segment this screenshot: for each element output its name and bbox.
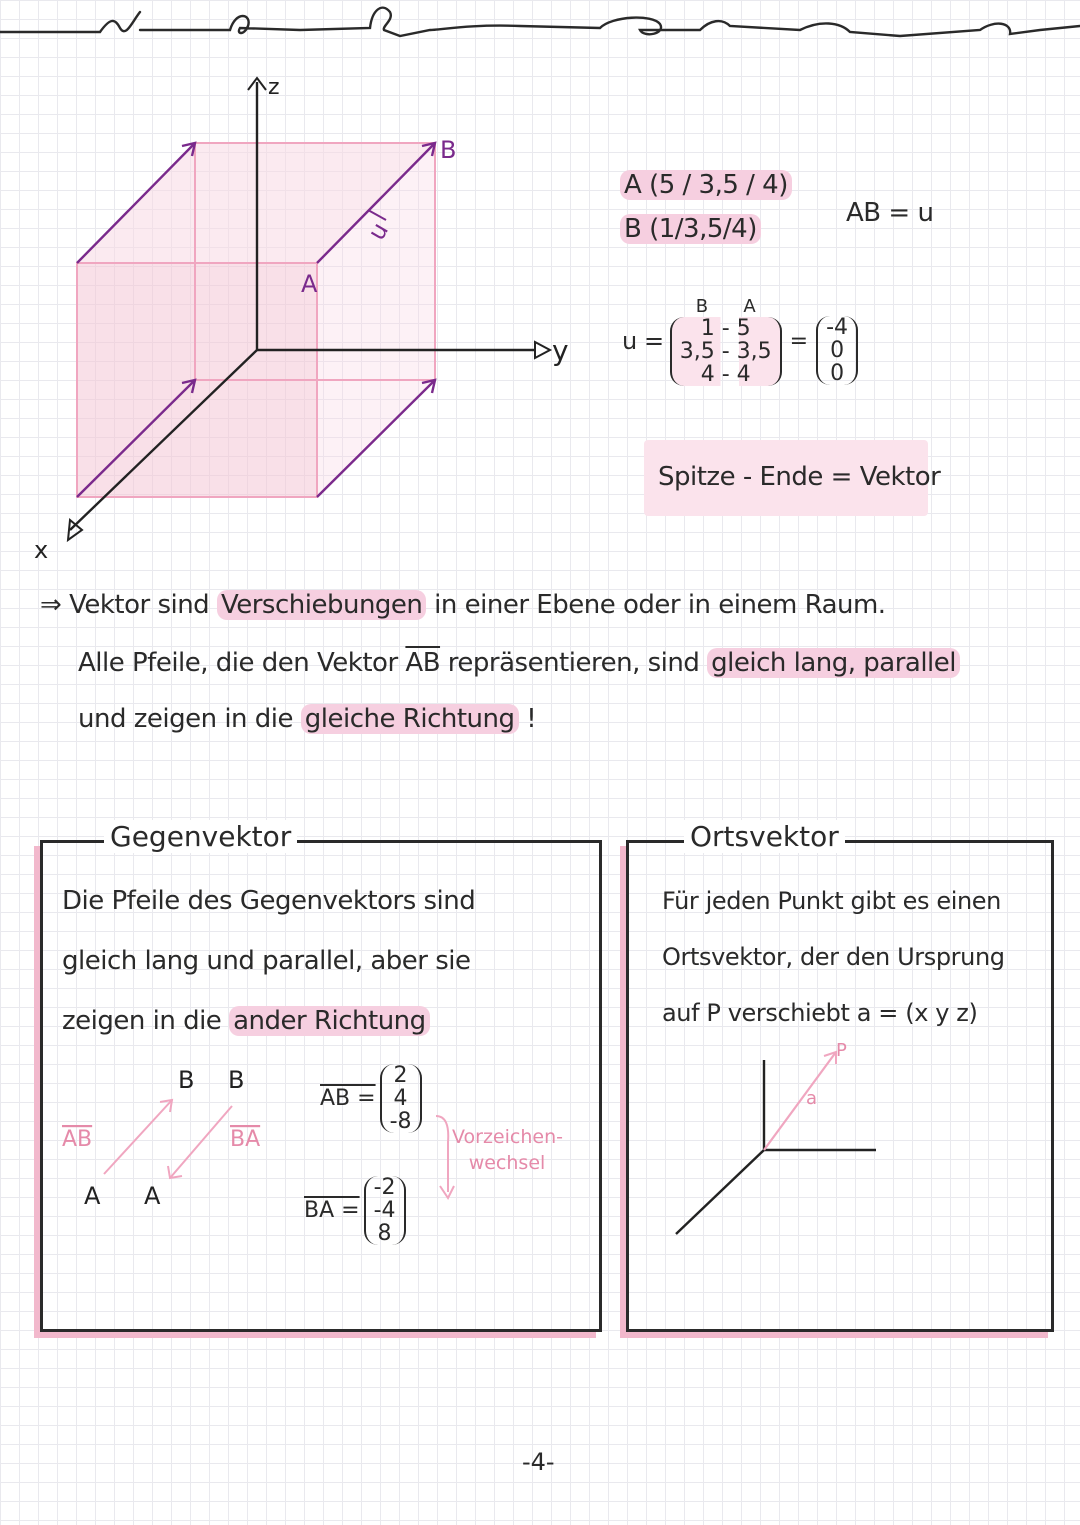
point-coordinates bbox=[620, 170, 792, 244]
ba-value-y: -4 bbox=[373, 1198, 396, 1224]
definition-line2-pre: Alle Pfeile, die den Vektor bbox=[78, 648, 398, 678]
ba-value-z: 8 bbox=[377, 1221, 392, 1247]
axis-y-label: y bbox=[552, 334, 569, 367]
gegen-label-ab: AB bbox=[62, 1127, 93, 1152]
ab-vector-equation bbox=[320, 1064, 422, 1133]
definition-paragraph bbox=[40, 588, 1050, 736]
definition-line2-mid: repräsentieren, sind bbox=[447, 648, 700, 678]
definition-line1-pre: Vektor sind bbox=[69, 590, 210, 620]
ab-value-x: 2 bbox=[393, 1063, 408, 1088]
point-a-coords: A (5 / 3,5 / 4) bbox=[620, 170, 792, 200]
gegen-label-b2: B bbox=[228, 1066, 245, 1094]
svg-text:Vektoren: Vektoren bbox=[0, 0, 5, 1]
page-number: -4- bbox=[522, 1448, 555, 1476]
ortsvektor-point-p: P bbox=[836, 1040, 847, 1061]
result-x: -4 bbox=[826, 314, 849, 340]
definition-vector-ab: $\overline{AB}$ bbox=[405, 648, 441, 678]
gegen-label-ba: BA bbox=[230, 1127, 261, 1152]
gegen-label-a2: A bbox=[144, 1182, 161, 1210]
point-b-label: B bbox=[440, 136, 457, 164]
equals-sign: = bbox=[789, 328, 809, 354]
arrow-icon: ⇒ bbox=[40, 590, 62, 620]
ortsvektor-text-line2: Ortsvektor, der den Ursprung bbox=[662, 943, 1005, 971]
result-y: 0 bbox=[830, 337, 845, 363]
calc-row-3: 4 - 4 bbox=[700, 362, 751, 388]
ba-value-x: -2 bbox=[373, 1175, 396, 1200]
definition-line3-post: ! bbox=[526, 704, 537, 734]
ortsvektor-diagram bbox=[660, 1040, 900, 1240]
column-b-head: B bbox=[695, 296, 709, 317]
vector-u-label: u bbox=[362, 217, 395, 245]
ab-equals-label: AB = bbox=[320, 1086, 376, 1112]
rule-text: Spitze - Ende = Vektor bbox=[658, 462, 941, 492]
ortsvektor-text-line1: Für jeden Punkt gibt es einen bbox=[662, 887, 1001, 915]
definition-line1-post: in einer Ebene oder in einem Raum. bbox=[434, 590, 886, 620]
point-b-coords: B (1/3,5/4) bbox=[620, 214, 761, 244]
ab-equals-u: AB = u bbox=[846, 198, 934, 228]
gegenvektor-text-line3-pre: zeigen in die bbox=[62, 1006, 222, 1036]
calc-row-1: 1 - 5 bbox=[700, 316, 751, 341]
title-lettering bbox=[0, 0, 1080, 60]
ortsvektor-text bbox=[662, 884, 1032, 1030]
ab-value-z: -8 bbox=[389, 1109, 412, 1135]
gegenvektor-text-line2: gleich lang und parallel, aber sie bbox=[62, 946, 471, 976]
gegen-label-a1: A bbox=[84, 1182, 101, 1210]
gegen-label-b1: B bbox=[178, 1066, 195, 1094]
gegenvektor-text-line1: Die Pfeile des Gegenvektors sind bbox=[62, 886, 476, 916]
u-equals-label: u = bbox=[622, 327, 664, 356]
gegenvektor-text bbox=[62, 884, 582, 1038]
gegenvektor-text-line3-highlight: ander Richtung bbox=[229, 1006, 430, 1036]
ba-equals-label: BA = bbox=[304, 1198, 360, 1224]
gegenvektor-title: Gegenvektor bbox=[104, 820, 297, 853]
ba-vector-equation bbox=[304, 1176, 406, 1245]
ortsvektor-title: Ortsvektor bbox=[684, 820, 845, 853]
definition-line2-highlight: gleich lang, parallel bbox=[707, 648, 960, 678]
vector-calculation bbox=[622, 296, 858, 386]
definition-line3-highlight: gleiche Richtung bbox=[301, 704, 519, 734]
ortsvektor-text-line3: auf P verschiebt bbox=[662, 999, 850, 1027]
definition-line3-pre: und zeigen in die bbox=[78, 704, 294, 734]
ortsvektor-vector-a: a bbox=[806, 1088, 818, 1109]
result-z: 0 bbox=[830, 360, 845, 386]
point-a-label: A bbox=[301, 270, 318, 298]
ab-value-y: 4 bbox=[393, 1086, 408, 1112]
column-a-head: A bbox=[743, 296, 756, 317]
ortsvektor-formula: a = (x y z) bbox=[856, 999, 978, 1027]
gegenvektor-arrows bbox=[60, 1060, 300, 1220]
axis-z-label: z bbox=[268, 75, 280, 100]
definition-line1-highlight: Verschiebungen bbox=[217, 590, 426, 620]
axis-x-label: x bbox=[34, 536, 49, 564]
calc-row-2: 3,5 - 3,5 bbox=[679, 339, 772, 365]
cube-diagram bbox=[20, 60, 620, 580]
sign-change-label: Vorzeichen-wechsel bbox=[452, 1126, 563, 1174]
